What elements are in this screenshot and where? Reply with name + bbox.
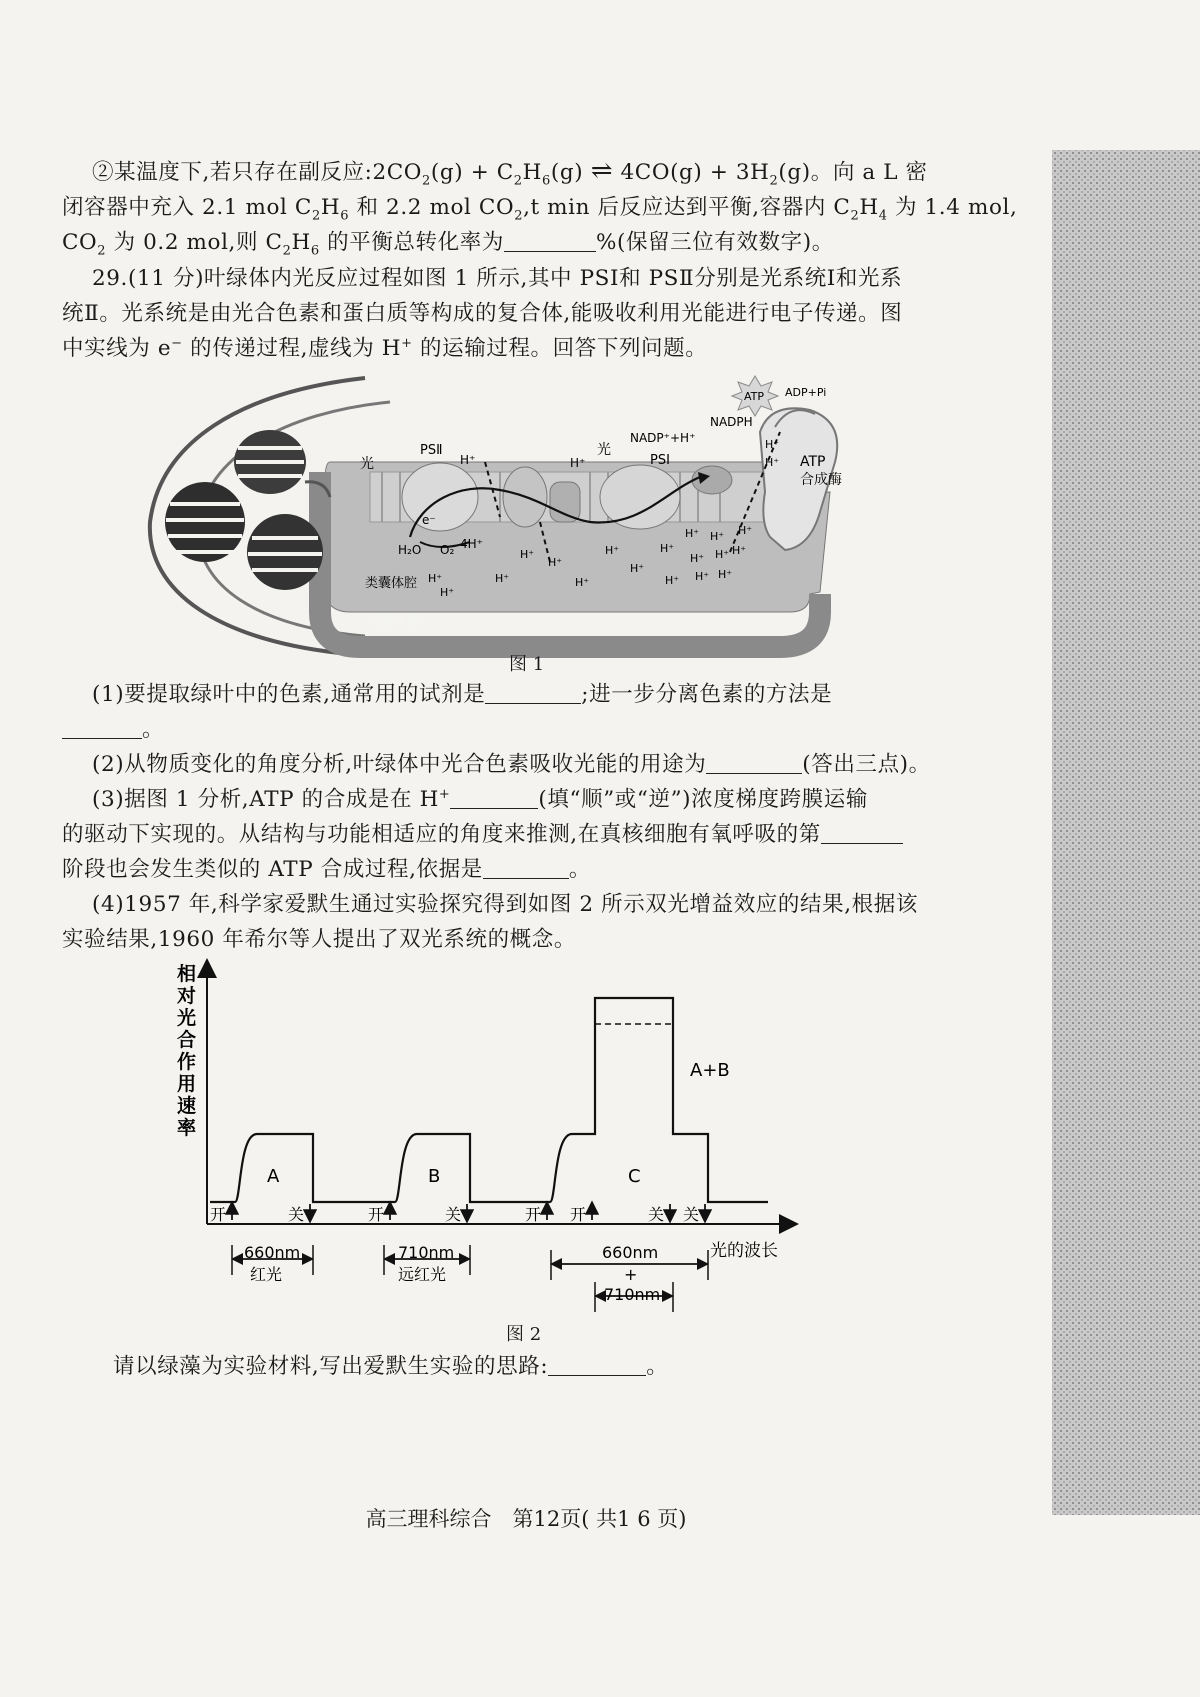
y-axis-label-char: 用 [177,1073,197,1095]
off-label: 关 [648,1205,665,1224]
y-axis-label-char: 光 [177,1007,197,1029]
atp-label: ATP [744,390,765,403]
adp-label: ADP+Pi [785,386,827,399]
q29-part-1: (1)要提取绿叶中的色素,通常用的试剂是 ;进一步分离色素的方法是 [92,682,833,707]
svg-text:H⁺: H⁺ [685,527,700,540]
svg-text:H⁺: H⁺ [710,530,725,543]
q28-line-1: ②某温度下,若只存在副反应$:2CO_2(g) + C_2H_6(g)$ ⇌ $4CO(g) + 3H_2(g)$。向 a L 密 [92,156,928,189]
region-label-c: C [628,1166,641,1187]
hplus-label: H⁺ [765,456,780,469]
wavelength-combined-660: 660nm [602,1243,659,1262]
y-axis-label-char: 合 [177,1029,197,1051]
y-axis-label-char: 率 [177,1117,197,1139]
svg-text:H⁺: H⁺ [440,586,455,599]
sum-label: A+B [690,1060,730,1081]
light-label: 光 [360,456,374,472]
hplus-label: H⁺ [460,453,476,467]
answer-blank[interactable] [821,823,903,844]
svg-text:H⁺: H⁺ [428,572,443,585]
svg-text:H⁺: H⁺ [715,548,730,561]
o2-label: O₂ [440,543,455,557]
hplus-label: H⁺ [765,438,780,451]
q29-part-4-cont: 实验结果,1960 年希尔等人提出了双光系统的概念。 [62,927,576,952]
y-axis-label [177,962,196,1139]
off-label: 关 [288,1205,305,1224]
light-label: 光 [597,442,611,458]
y-axis-label-char: 速 [177,1095,197,1117]
answer-blank[interactable] [483,858,569,879]
equilibrium-arrow: ⇌ [590,156,614,186]
electron-label: e⁻ [422,513,436,527]
svg-text:H⁺: H⁺ [575,576,590,589]
q29-part-1-cont: 。 [62,715,164,745]
q29-part-4: (4)1957 年,科学家爱默生通过实验探究得到如图 2 所示双光增益效应的结果,根据该 [92,892,918,917]
svg-text:H⁺: H⁺ [690,552,705,565]
off-label: 关 [445,1205,462,1224]
y-axis-label-char: 对 [177,985,197,1007]
answer-blank[interactable] [450,788,538,809]
psii-label: PSⅡ [420,443,443,458]
red-light-label: 红光 [250,1265,283,1284]
svg-text:H⁺: H⁺ [630,562,645,575]
on-label: 开 [210,1205,227,1224]
figure-2-chart [170,958,850,1338]
plastoquinone [550,482,580,522]
q29-part-3-cont2: 阶段也会发生类似的 ATP 合成过程,依据是 。 [62,857,591,882]
q29-line-1: 29.(11 分)叶绿体内光反应过程如图 1 所示,其中 PSⅠ和 PSⅡ分别是光系统Ⅰ和光系 [92,266,903,291]
q29-line-3: 中实线为 e− 的传递过程,虚线为 H+ 的运输过程。回答下列问题。 [62,335,708,361]
region-label-b: B [428,1166,441,1187]
h2o-label: H₂O [398,543,422,557]
on-label: 开 [570,1205,587,1224]
figure-1-diagram [120,372,980,662]
membrane-label: 类囊体膜 [368,614,421,629]
svg-text:H⁺: H⁺ [660,542,675,555]
q29-final-question: 请以绿藻为实验材料,写出爱默生实验的思路: 。 [113,1354,669,1379]
hplus-label: H⁺ [570,456,586,470]
y-axis-label-char: 相 [177,963,197,985]
four-h-label: 4H⁺ [460,537,483,551]
off-label: 关 [683,1205,700,1224]
svg-text:H⁺: H⁺ [605,544,620,557]
svg-text:H⁺: H⁺ [695,570,710,583]
atp-synthase-label: 合成酶 [800,472,842,488]
svg-text:H⁺: H⁺ [548,556,563,569]
x-axis-label: 光的波长 [710,1241,778,1260]
ferredoxin [692,466,732,494]
grana-stack [165,430,330,590]
region-label-a: A [267,1166,280,1187]
page-footer: 高三理科综合 第12页( 共1 6 页) [365,1507,687,1531]
svg-text:H⁺: H⁺ [732,544,747,557]
nadph-label: NADPH [710,415,753,429]
nadp-label: NADP⁺+H⁺ [630,431,696,445]
psi-label: PSⅠ [650,453,670,468]
lumen-label: 类囊体腔 [365,576,418,591]
svg-text:H⁺: H⁺ [665,574,680,587]
q28-line-2: 闭容器中充入 2.1 mol $C_2H_6$ 和 2.2 mol $CO_2,t$ min 后反应达到平衡,容器内 $C_2H_4$ 为 1.4 mol, [62,195,1018,224]
on-label: 开 [368,1205,385,1224]
rate-curve [210,998,768,1202]
scan-edge-strip [1052,150,1200,1515]
wavelength-710-label: 710nm [398,1243,455,1262]
q29-part-3-cont: 的驱动下实现的。从结构与功能相适应的角度来推测,在真核细胞有氧呼吸的第 [62,820,903,850]
answer-blank[interactable] [706,753,802,774]
figure-2-caption: 图 2 [506,1324,542,1345]
figure-1-caption: 图 1 [509,654,545,675]
y-axis-label-char: 作 [177,1051,197,1073]
answer-blank[interactable] [62,718,142,739]
svg-text:H⁺: H⁺ [495,572,510,585]
svg-text:H⁺: H⁺ [718,568,733,581]
wavelength-660-label: 660nm [244,1243,301,1262]
plus-sign: + [624,1265,638,1284]
q29-part-2: (2)从物质变化的角度分析,叶绿体中光合色素吸收光能的用途为 (答出三点)。 [92,752,931,777]
far-red-label: 远红光 [398,1265,447,1284]
svg-text:H⁺: H⁺ [520,548,535,561]
atp-synthase-label: ATP [800,454,826,470]
psii-complex [402,463,478,531]
svg-text:H⁺: H⁺ [738,524,753,537]
answer-blank[interactable] [485,683,581,704]
answer-blank[interactable] [504,231,596,252]
answer-blank[interactable] [548,1355,646,1376]
wavelength-combined-710: 710nm [604,1285,661,1304]
q28-line-3: $CO_2$ 为 0.2 mol,则 $C_2H_6$ 的平衡总转化率为 %(保留三位有效数字)。 [62,230,834,259]
on-label: 开 [525,1205,542,1224]
q29-line-2: 统Ⅱ。光系统是由光合色素和蛋白质等构成的复合体,能吸收利用光能进行电子传递。图 [62,301,903,326]
q29-part-3: (3)据图 1 分析,ATP 的合成是在 H+ (填“顺”或“逆”)浓度梯度跨膜运输 [92,786,868,812]
